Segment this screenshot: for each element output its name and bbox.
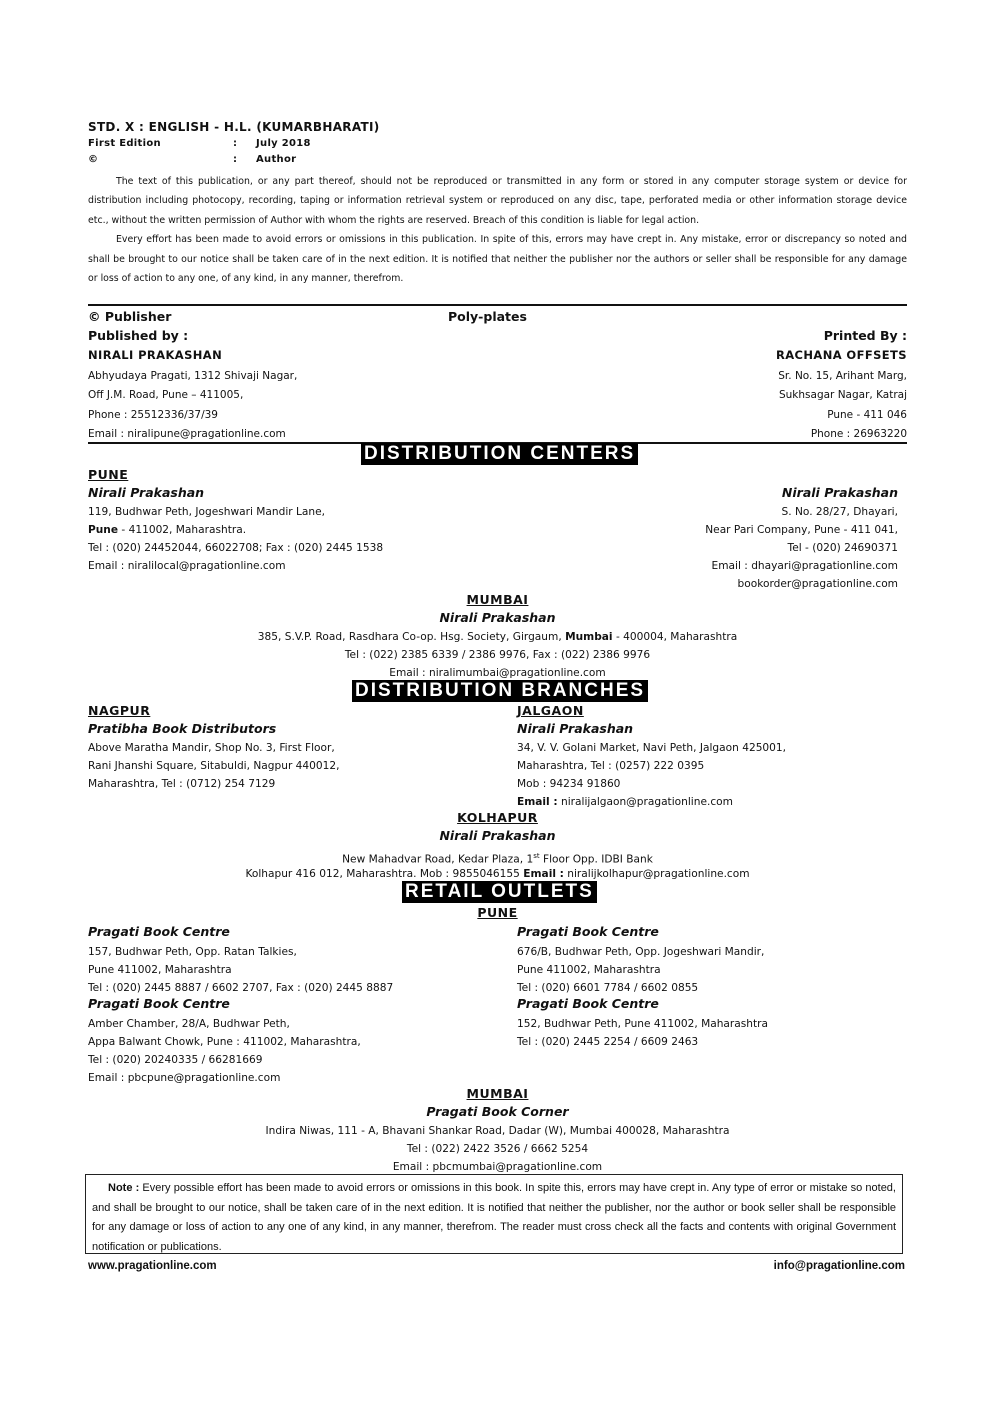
copyright-holder: Author [256, 154, 297, 165]
copyright-publisher: © Publisher [88, 309, 172, 324]
printer-address-line: Sukhsagar Nagar, Katraj [778, 389, 907, 401]
phone-line: Maharashtra, Tel : (0712) 254 7129 [88, 778, 276, 790]
address-bold-city: Mumbai [565, 631, 613, 643]
org-name: Pragati Book Centre [517, 924, 659, 939]
address-line: 157, Budhwar Peth, Opp. Ratan Talkies, [88, 946, 297, 958]
printer-name: RACHANA OFFSETS [775, 348, 907, 362]
city-heading-pune: PUNE [88, 467, 129, 482]
phone-line: Tel : (020) 24452044, 66022708; Fax : (020) 2445 1538 [88, 542, 384, 554]
email-value: niralijalgaon@pragationline.com [557, 796, 733, 808]
address-line [88, 628, 907, 646]
address-part: 385, S.V.P. Road, Rasdhara Co-op. Hsg. Society, Girgaum, [257, 631, 566, 643]
book-title: STD. X : ENGLISH - H.L. (KUMARBHARATI) [88, 120, 380, 134]
address-line: Pune 411002, Maharashtra [88, 964, 232, 976]
address-line: Indira Niwas, 111 - A, Bhavani Shankar Road, Dadar (W), Mumbai 400028, Maharashtra [265, 1125, 730, 1137]
website-link[interactable]: www.pragationline.com [88, 1260, 217, 1272]
retail-outlets-banner: RETAIL OUTLETS [402, 881, 597, 903]
address-part: Floor Opp. IDBI Bank [539, 853, 653, 866]
mobile-line: Mob : 94234 91860 [517, 778, 621, 790]
org-name: Nirali Prakashan [439, 828, 556, 843]
email-line: Email : niralimumbai@pragationline.com [389, 667, 606, 679]
address-part: New Mahadvar Road, Kedar Plaza, 1 [342, 853, 534, 866]
address-rest: - 411002, Maharashtra. [118, 524, 247, 536]
org-name: Nirali Prakashan [439, 610, 556, 625]
printer-phone: Phone : 26963220 [810, 428, 907, 440]
printed-by-label: Printed By : [823, 328, 907, 343]
org-name: Pratibha Book Distributors [88, 721, 277, 736]
org-name: Pragati Book Corner [426, 1104, 569, 1119]
email-line: Email : pbcpune@pragationline.com [88, 1072, 281, 1084]
distribution-centers-banner: DISTRIBUTION CENTERS [361, 443, 638, 465]
address-line: Rani Jhanshi Square, Sitabuldi, Nagpur 440012, [88, 760, 340, 772]
publisher-name: NIRALI PRAKASHAN [88, 348, 223, 362]
legal-paragraph-reproduction: The text of this publication, or any part thereof, should not be reproduced or transmitted in any form or stored in any computer storage system or device for distribution including photocopy, recording, taping or information retrieval system or reproduced on any disc, tape, perforated media or other information storage device etc., without the written permission of Author with whom the rights are reserved. Breach of this condition is liable for legal action. [88, 176, 907, 226]
publisher-address-line: Abhyudaya Pragati, 1312 Shivaji Nagar, [88, 370, 298, 382]
email-label: Email : [517, 796, 558, 808]
publisher-address-line: Off J.M. Road, Pune – 411005, [88, 389, 244, 401]
address-line: Amber Chamber, 28/A, Budhwar Peth, [88, 1018, 290, 1030]
legal-notice [88, 172, 907, 288]
address-line: 152, Budhwar Peth, Pune 411002, Maharashtra [517, 1018, 768, 1030]
email-line: Email : pbcmumbai@pragationline.com [392, 1161, 603, 1173]
phone-line: Tel : (020) 2445 8887 / 6602 2707, Fax : (020) 2445 8887 [88, 982, 394, 994]
email-line [517, 793, 733, 811]
disclaimer-note [92, 1179, 896, 1257]
address-part: - 400004, Maharashtra [612, 631, 738, 643]
address-line: Above Maratha Mandir, Shop No. 3, First Floor, [88, 742, 335, 754]
address-part: Kolhapur 416 012, Maharashtra. Mob : 9855046155 [245, 868, 524, 880]
email-line: bookorder@pragationline.com [737, 578, 898, 590]
divider-top [88, 304, 907, 306]
email-line: Email : niralilocal@pragationline.com [88, 560, 286, 572]
publisher-email: Email : niralipune@pragationline.com [88, 428, 286, 440]
email-link[interactable]: info@pragationline.com [773, 1260, 905, 1272]
edition-separator: : [233, 138, 238, 149]
phone-line: Tel : (020) 20240335 / 66281669 [88, 1054, 263, 1066]
email-label: Email : [523, 868, 564, 880]
address-line: S. No. 28/27, Dhayari, [781, 506, 898, 518]
email-value: niralijkolhapur@pragationline.com [563, 868, 750, 880]
address-line: Appa Balwant Chowk, Pune : 411002, Maharashtra, [88, 1036, 361, 1048]
city-heading-mumbai: MUMBAI [466, 1086, 529, 1101]
edition-label: First Edition [88, 138, 161, 149]
org-name: Pragati Book Centre [88, 996, 230, 1011]
org-name: Pragati Book Centre [88, 924, 230, 939]
phone-line: Tel : (020) 6601 7784 / 6602 0855 [517, 982, 699, 994]
edition-value: July 2018 [256, 138, 311, 149]
address-line: Pune 411002, Maharashtra [517, 964, 661, 976]
city-heading-kolhapur: KOLHAPUR [457, 810, 538, 825]
city-heading-nagpur: NAGPUR [88, 703, 151, 718]
copyright-symbol: © [88, 154, 99, 165]
org-name: Nirali Prakashan [517, 721, 634, 736]
address-bold-city: Pune [88, 524, 119, 536]
org-name: Nirali Prakashan [88, 485, 205, 500]
publisher-phone: Phone : 25512336/37/39 [88, 409, 218, 421]
phone-line: Tel : (022) 2385 6339 / 2386 9976, Fax : (022) 2386 9976 [344, 649, 651, 661]
printer-address-line: Sr. No. 15, Arihant Marg, [778, 370, 907, 382]
legal-paragraph-errors: Every effort has been made to avoid errors or omissions in this publication. In spite of this, errors may have crept in. Any mistake, error or discrepancy so noted and shall be brought to our notice shall be taken care of in the next edition. It is notified that neither the publisher nor the authors or seller shall be responsible for any damage or loss of action to any one, of any kind, in any manner, therefrom. [88, 234, 907, 285]
printer-city: Pune - 411 046 [827, 409, 907, 421]
poly-plates: Poly-plates [448, 309, 527, 324]
superscript: st [533, 852, 540, 860]
address-line: 676/B, Budhwar Peth, Opp. Jogeshwari Mandir, [517, 946, 765, 958]
phone-line: Tel : (020) 2445 2254 / 6609 2463 [517, 1036, 699, 1048]
copyright-separator: : [233, 154, 238, 165]
phone-line: Tel : (022) 2422 3526 / 6662 5254 [406, 1143, 589, 1155]
note-text: Every possible effort has been made to avoid errors or omissions in this book. In spite this, errors may have crept in. Any type of error or mistake so noted, and shall be brought to our notice, shall be taken care of in the next edition. It is notified that neither the publisher, nor the author or book seller shall be responsible for any damage or loss of action to any one of any kind, in any manner, therefrom. The reader must cross check all the facts and contents with original Government notification or publications. [92, 1182, 896, 1253]
city-heading-mumbai: MUMBAI [466, 592, 529, 607]
published-by-label: Published by : [88, 328, 189, 343]
org-name: Nirali Prakashan [781, 485, 898, 500]
address-line: Near Pari Company, Pune - 411 041, [705, 524, 898, 536]
disclaimer-note-box [85, 1174, 903, 1254]
email-line: Email : dhayari@pragationline.com [711, 560, 898, 572]
address-line: 34, V. V. Golani Market, Navi Peth, Jalgaon 425001, [517, 742, 787, 754]
city-heading-pune: PUNE [477, 905, 518, 920]
phone-line: Maharashtra, Tel : (0257) 222 0395 [517, 760, 705, 772]
org-name: Pragati Book Centre [517, 996, 659, 1011]
city-heading-jalgaon: JALGAON [517, 703, 584, 718]
distribution-branches-banner: DISTRIBUTION BRANCHES [352, 680, 648, 702]
address-line: 119, Budhwar Peth, Jogeshwari Mandir Lane, [88, 506, 326, 518]
phone-line: Tel - (020) 24690371 [787, 542, 898, 554]
address-line [88, 521, 246, 539]
note-label: Note : [108, 1182, 140, 1194]
